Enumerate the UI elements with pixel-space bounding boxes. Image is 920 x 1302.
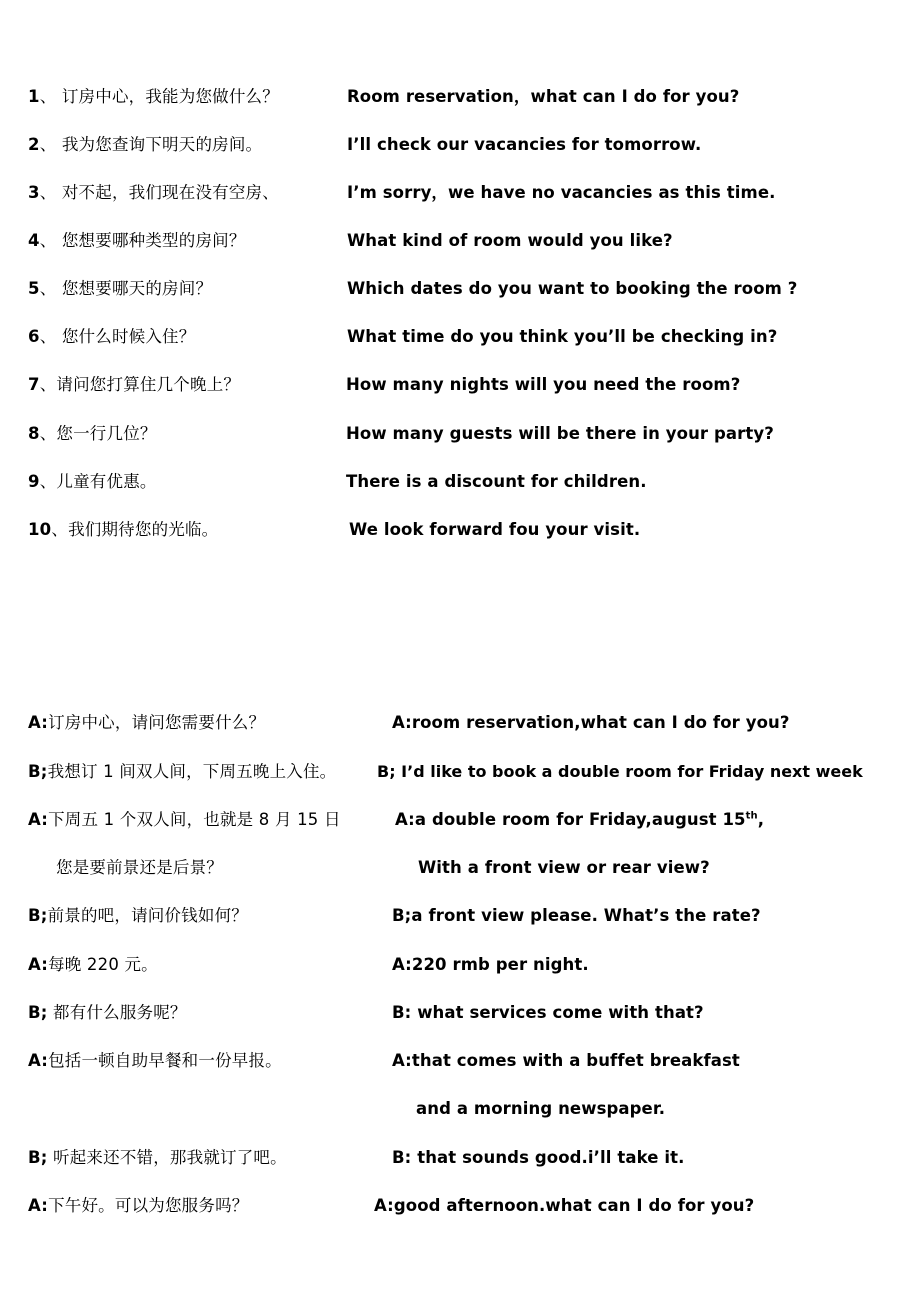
phrase-number: 1 [28, 87, 40, 106]
dialogue-chinese-text: 前景的吧，请问价钱如何？ [47, 906, 248, 925]
dialogue-7-zh [28, 1005, 187, 1022]
phrase-chinese-text: 订房中心，我能为您做什么？ [61, 87, 279, 106]
phrase-6-zh [28, 329, 195, 346]
phrase-chinese-text: 您想要哪天的房间？ [61, 279, 213, 298]
phrase-separator: 、 [39, 231, 62, 250]
dialogue-5-en: B;a front view please. What’s the rate? [392, 906, 761, 925]
phrase-5-en: Which dates do you want to booking the room ? [347, 279, 798, 298]
speaker-label: B; [28, 1148, 48, 1167]
phrase-3-en: I’m sorry，we have no vacancies as this time. [347, 183, 776, 202]
phrase-4-en: What kind of room would you like? [347, 231, 673, 250]
phrase-10-en: We look forward fou your visit. [349, 520, 641, 539]
dialogue-5-zh [28, 908, 248, 925]
speaker-label: B; [28, 906, 48, 925]
dialogue-6-en: A:220 rmb per night. [392, 955, 589, 974]
dialogue-chinese-text: 包括一顿自助早餐和一份早报。 [48, 1051, 282, 1070]
phrase-chinese-text: 我们期待您的光临。 [68, 520, 219, 539]
phrase-chinese-text: 您什么时候入住？ [61, 327, 196, 346]
dialogue-chinese-text: 下午好。可以为您服务吗？ [48, 1196, 249, 1215]
phrase-separator: 、 [39, 135, 62, 154]
dialogue-3-en [395, 812, 764, 829]
phrase-2-zh [28, 137, 262, 154]
phrase-separator: 、 [39, 424, 57, 443]
phrase-number: 8 [28, 424, 40, 443]
phrase-number: 5 [28, 279, 40, 298]
phrase-separator: 、 [39, 183, 62, 202]
speaker-label: A: [28, 1196, 49, 1215]
phrase-separator: 、 [39, 327, 62, 346]
phrase-number: 7 [28, 375, 40, 394]
phrase-chinese-text: 请问您打算住几个晚上？ [56, 375, 241, 394]
dialogue-2-en: B; I’d like to book a double room for Friday next week [377, 762, 863, 781]
phrase-6-en: What time do you think you’ll be checking in? [347, 327, 778, 346]
phrase-number: 6 [28, 327, 40, 346]
dialogue-4-zh [56, 860, 223, 877]
speaker-label: A: [28, 955, 49, 974]
dialogue-6-zh [28, 957, 158, 974]
phrase-number: 2 [28, 135, 40, 154]
phrase-7-zh [28, 377, 240, 394]
speaker-label: A: [28, 713, 49, 732]
dialogue-3-zh [28, 812, 341, 829]
phrase-chinese-text: 我为您查询下明天的房间。 [61, 135, 263, 154]
dialogue-chinese-text: 下周五 1 个双人间，也就是 8 月 15 日 [48, 810, 341, 829]
phrase-separator: 、 [39, 375, 57, 394]
dialogue-7-en: B: what services come with that? [392, 1003, 704, 1022]
speaker-label: A: [28, 1051, 49, 1070]
dialogue-10-en: B: that sounds good.i’ll take it. [392, 1148, 685, 1167]
phrase-number: 3 [28, 183, 40, 202]
dialogue-chinese-text: 都有什么服务呢？ [47, 1003, 187, 1022]
phrase-8-zh [28, 426, 157, 443]
phrase-separator: 、 [51, 520, 69, 539]
phrase-5-zh [28, 281, 212, 298]
phrase-separator: 、 [39, 472, 57, 491]
dialogue-11-en: A:good afternoon.what can I do for you? [374, 1196, 755, 1215]
dialogue-chinese-text: 订房中心，请问您需要什么？ [48, 713, 266, 732]
phrase-3-zh [28, 185, 279, 202]
phrase-number: 9 [28, 472, 40, 491]
phrase-9-zh [28, 474, 157, 491]
dialogue-chinese-text: 每晚 220 元。 [48, 955, 158, 974]
dialogue-10-zh [28, 1150, 287, 1167]
dialogue-1-en: A:room reservation,what can I do for you? [392, 713, 790, 732]
dialogue-2-zh [28, 764, 336, 781]
phrase-1-zh [28, 89, 279, 106]
phrase-1-en: Room reservation，what can I do for you? [347, 87, 740, 106]
dialogue-8-zh [28, 1053, 282, 1070]
speaker-label: B; [28, 762, 48, 781]
phrase-separator: 、 [39, 87, 62, 106]
speaker-label: B; [28, 1003, 48, 1022]
phrase-separator: 、 [39, 279, 62, 298]
phrase-7-en: How many nights will you need the room? [346, 375, 741, 394]
dialogue-chinese-text: 听起来还不错，那我就订了吧。 [47, 1148, 287, 1167]
dialogue-1-zh [28, 715, 265, 732]
phrase-chinese-text: 对不起，我们现在没有空房、 [61, 183, 279, 202]
trailing-comma: , [757, 810, 765, 829]
speaker-label: A: [28, 810, 49, 829]
phrase-number: 10 [28, 520, 52, 539]
phrase-4-zh [28, 233, 246, 250]
phrase-10-zh [28, 522, 218, 539]
phrase-8-en: How many guests will be there in your party? [346, 424, 774, 443]
dialogue-8-en-continuation: and a morning newspaper. [416, 1099, 666, 1118]
phrase-9-en: There is a discount for children. [346, 472, 647, 491]
phrase-chinese-text: 您一行几位？ [56, 424, 157, 443]
dialogue-english-text: A:a double room for Friday,august 15 [395, 810, 746, 829]
phrase-number: 4 [28, 231, 40, 250]
dialogue-chinese-text: 您是要前景还是后景？ [56, 858, 223, 877]
phrase-2-en: I’ll check our vacancies for tomorrow. [347, 135, 702, 154]
dialogue-8-en: A:that comes with a buffet breakfast [392, 1051, 740, 1070]
ordinal-suffix: th [745, 810, 758, 822]
dialogue-11-zh [28, 1198, 248, 1215]
dialogue-4-en: With a front view or rear view? [418, 858, 710, 877]
phrase-chinese-text: 儿童有优惠。 [56, 472, 157, 491]
phrase-chinese-text: 您想要哪种类型的房间？ [61, 231, 246, 250]
dialogue-chinese-text: 我想订 1 间双人间，下周五晚上入住。 [47, 762, 337, 781]
